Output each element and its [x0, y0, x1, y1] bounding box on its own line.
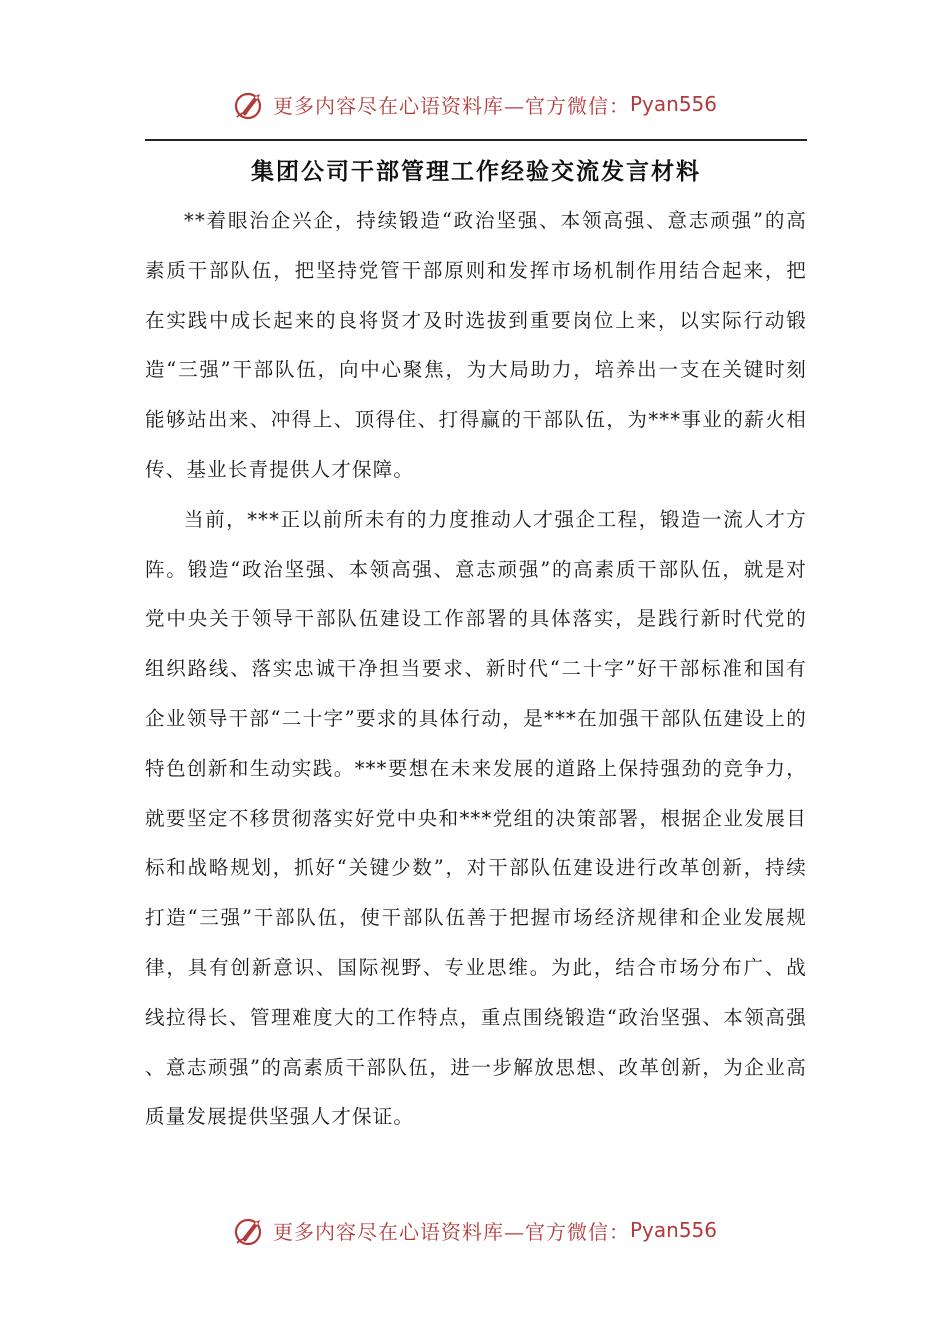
- header-divider: [145, 139, 807, 141]
- banner-text: 更多内容尽在心语资料库—官方微信：: [272, 1219, 630, 1244]
- footer-banner: [0, 1208, 950, 1252]
- paragraph: **着眼治企兴企，持续锻造“政治坚强、本领高强、意志顽强”的高素质干部队伍，把坚持党管干部原则和发挥市场机制作用结合起来，把在实践中成长起来的良将贤才及时选拔到重要岗位上来，以实际行动锻造“三强”干部队伍，向中心聚焦，为大局助力，培养出一支在关键时刻能够站出来、冲得上、顶得住、打得赢的干部队伍，为***事业的薪火相传、基业长青提供人才保障。: [145, 209, 807, 481]
- paragraph: 当前，***正以前所未有的力度推动人才强企工程，锻造一流人才方阵。锻造“政治坚强、本领高强、意志顽强”的高素质干部队伍，就是对党中央关于领导干部队伍建设工作部署的具体落实，是践行新时代党的组织路线、落实忠诚干净担当要求、新时代“二十字”好干部标准和国有企业领导干部“二十字”要求的具体行动，是***在加强干部队伍建设上的特色创新和生动实践。***要想在未来发展的道路上保持强劲的竞争力，就要坚定不移贯彻落实好党中央和***党组的决策部署，根据企业发展目标和战略规划，抓好“关键少数”，对干部队伍建设进行改革创新，持续打造“三强”干部队伍，使干部队伍善于把握市场经济规律和企业发展规律，具有创新意识、国际视野、专业思维。为此，结合市场分布广、战线拉得长、管理难度大的工作特点，重点围绕锻造“政治坚强、本领高强、意志顽强”的高素质干部队伍，进一步解放思想、改革创新，为企业高质量发展提供坚强人才保证。: [145, 507, 807, 1129]
- wechat-account: Pyan556: [629, 1218, 717, 1242]
- document-body: [145, 196, 807, 1142]
- banner-text: 更多内容尽在心语资料库—官方微信：: [272, 93, 630, 118]
- document-title: 集团公司干部管理工作经验交流发言材料: [251, 159, 701, 185]
- wechat-account: Pyan556: [629, 92, 717, 116]
- pen-nib-logo-icon: [233, 1213, 267, 1247]
- header-banner: [0, 82, 950, 126]
- pen-nib-logo-icon: [233, 87, 267, 121]
